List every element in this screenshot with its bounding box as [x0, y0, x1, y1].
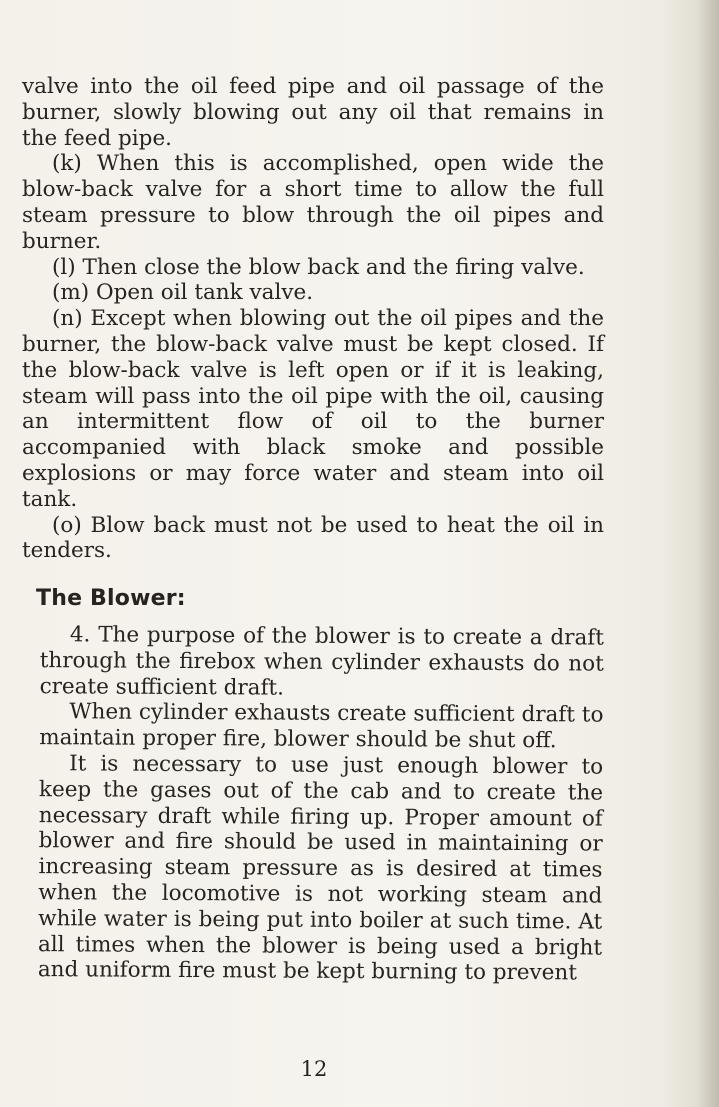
paragraph-continuation: valve into the oil feed pipe and oil passage of the burner, slowly blowing out any oil that remains in the feed pipe. [22, 74, 604, 151]
paragraph-o: (o) Blow back must not be used to heat the oil in tenders. [22, 512, 604, 564]
page-number: 12 [300, 1057, 328, 1081]
paragraph-necessary: It is necessary to use just enough blower to keep the gases out of the cab and to create the necessary draft while firing up. Proper amount of blower and fire should be used in maintaining or increasing steam pressure as is desired at times when the locomotive is not working steam and while water is being put into boiler at such time. At all times when the blower is being used a bright and uniform fire must be kept burning to prevent [37, 751, 604, 986]
paragraph-l: (l) Then close the blow back and the firing valve. [52, 254, 585, 280]
page-body [22, 74, 604, 986]
paragraph-4: 4. The purpose of the blower is to create a draft through the firebox when cylinder exhausts do not create sufficient draft. [39, 622, 604, 701]
paragraph-k: (k) When this is accomplished, open wide the blow-back valve for a short time to allow the full steam pressure to blow through the oil pipes and burner. [22, 151, 604, 254]
paragraph-m: (m) Open oil tank valve. [52, 280, 314, 306]
section-heading: The Blower: [36, 586, 186, 612]
paragraph-n: (n) Except when blowing out the oil pipes and the burner, the blow-back valve must be kept closed. If the blow-back valve is left open or if it is leaking, steam will pass into the oil pipe with the oil, causing an intermittent flow of oil to the burner accompanied with black smoke and possible explosions or may force water and steam into oil tank. [22, 306, 604, 512]
blower-section [20, 622, 604, 987]
paragraph-exhausts: When cylinder exhausts create sufficient draft to maintain proper fire, blower should be shut off. [39, 699, 604, 754]
